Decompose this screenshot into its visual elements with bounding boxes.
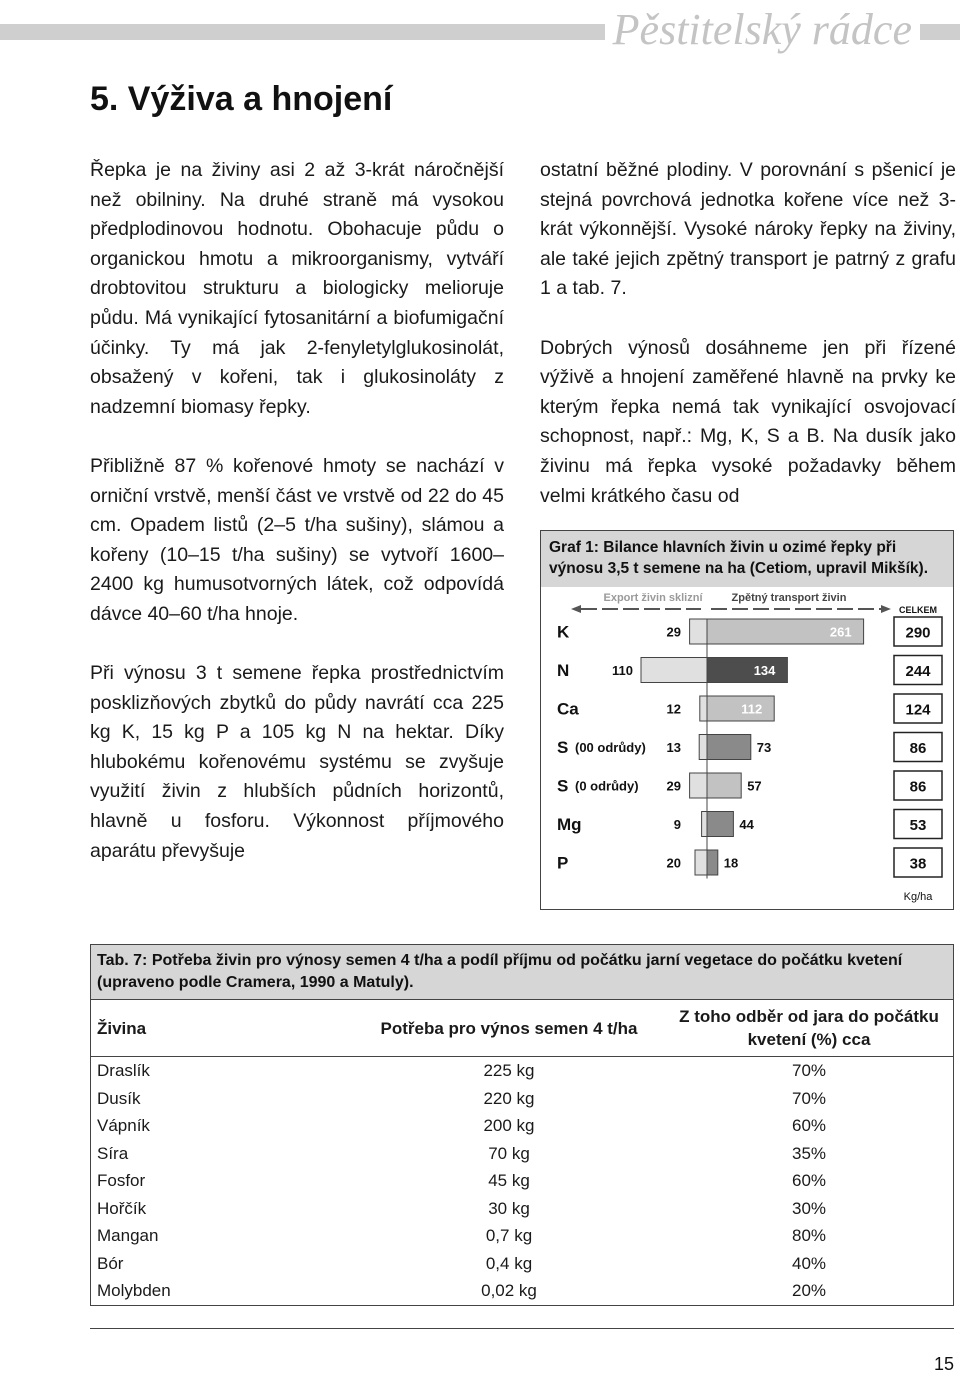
footer-rule bbox=[90, 1328, 954, 1329]
table-cell: 30% bbox=[791, 1198, 827, 1218]
paragraph: Při výnosu 3 t semene řepka prostřednictvím posklizňových zbytků do půdy navrátí cca 225 kg K, 15 kg P a 105 kg N na hektar. Díky hlubokému kořenovému systému se zvyšuje využití živin z hlubších půdních horizontů, hlavně u fosforu. Výkonnost příjmového aparátu převyšuje bbox=[90, 662, 504, 862]
export-bar bbox=[699, 735, 707, 760]
return-value-label: 18 bbox=[723, 855, 739, 871]
table-cell: Hořčík bbox=[97, 1198, 147, 1218]
export-value-label: 12 bbox=[666, 701, 681, 717]
table-cell: Molybden bbox=[97, 1281, 171, 1300]
export-value-label: 29 bbox=[666, 778, 681, 794]
total-value-label: 86 bbox=[909, 778, 927, 796]
legend-export-label: Export živin sklizní bbox=[603, 592, 703, 604]
table-header-cell: Z toho odběr od jara do počátku kvetení (%) cca bbox=[665, 1000, 953, 1057]
table-cell: 0,02 kg bbox=[481, 1281, 537, 1300]
export-bar bbox=[702, 812, 707, 837]
table-cell: 0,4 kg bbox=[485, 1253, 533, 1273]
row-label: P bbox=[557, 853, 569, 873]
row-label: K bbox=[557, 622, 570, 642]
legend-export-arrowhead bbox=[571, 605, 581, 613]
row-label: S bbox=[557, 738, 569, 757]
table-cell: 0,7 kg bbox=[485, 1226, 533, 1245]
total-value-label: 244 bbox=[905, 663, 931, 680]
return-bar bbox=[707, 773, 741, 798]
total-value-label: 86 bbox=[909, 740, 927, 757]
return-value-label: 57 bbox=[747, 778, 762, 794]
table-row bbox=[91, 1057, 953, 1085]
export-value-label: 29 bbox=[666, 624, 681, 640]
return-bar bbox=[707, 812, 733, 837]
export-bar bbox=[695, 850, 707, 875]
table-cell: Fosfor bbox=[97, 1171, 146, 1190]
paragraph: Přibližně 87 % kořenové hmoty se nachází v orniční vrstvě, menší část ve vrstvě od 22 do 45 cm. Opadem listů (2–5 t/ha sušiny), slámou a kořeny (10–15 t/ha sušiny) se vytvoří 1600–2400 kg humusotvorných látek, což odpovídá dávce 40–60 t/ha hnoje. bbox=[90, 454, 504, 625]
export-bar bbox=[690, 773, 707, 798]
table-cell: 220 kg bbox=[483, 1088, 535, 1108]
table-row bbox=[91, 1222, 953, 1250]
return-bar bbox=[707, 735, 751, 760]
table-row bbox=[91, 1250, 953, 1278]
return-value-label: 134 bbox=[753, 663, 776, 678]
row-label: Ca bbox=[557, 699, 579, 719]
total-header: CELKEM bbox=[899, 605, 937, 615]
row-sublabel: (0 odrůdy) bbox=[575, 778, 639, 794]
table-cell: 35% bbox=[791, 1143, 827, 1163]
table-row bbox=[91, 1195, 953, 1223]
return-value-label: 44 bbox=[739, 817, 754, 832]
total-value-label: 290 bbox=[905, 624, 931, 642]
export-value-label: 9 bbox=[673, 817, 681, 832]
table-cell: 200 kg bbox=[483, 1116, 535, 1135]
export-value-label: 20 bbox=[666, 855, 681, 871]
table-row bbox=[91, 1277, 953, 1305]
paragraph: ostatní běžné plodiny. V porovnání s pšenicí je stejná povrchová jednotka kořene více než 3-krát výkonnější. Vysoké nároky řepky na živiny, ale také jejich zpětný transport je patrný z grafu 1 a tab. 7. bbox=[540, 159, 956, 300]
table-header-row bbox=[91, 1000, 953, 1057]
return-value-label: 112 bbox=[741, 701, 763, 717]
table-cell: 70 kg bbox=[488, 1143, 530, 1163]
row-label: S bbox=[557, 776, 569, 796]
table-header-cell: Živina bbox=[91, 1000, 353, 1057]
return-value-label: 73 bbox=[756, 740, 772, 755]
running-title: Pěstitelský rádce bbox=[605, 4, 920, 56]
table-row bbox=[91, 1112, 953, 1140]
table-cell: Dusík bbox=[97, 1088, 141, 1108]
total-value-label: 124 bbox=[905, 701, 931, 719]
table-caption: Tab. 7: Potřeba živin pro výnosy semen 4 t/ha a podíl příjmu od počátku jarní vegetace do počátku kvetení (upraveno podle Cramera, 1990 a Matuly). bbox=[91, 945, 953, 1000]
row-label: Mg bbox=[557, 815, 582, 834]
graph-box bbox=[540, 530, 954, 910]
table-cell: 80% bbox=[791, 1226, 827, 1245]
table-cell: Vápník bbox=[97, 1116, 150, 1135]
legend-return-label: Zpětný transport živin bbox=[731, 592, 847, 604]
table-cell: 20% bbox=[791, 1281, 827, 1300]
table-cell: Síra bbox=[97, 1143, 129, 1163]
table-row bbox=[91, 1140, 953, 1168]
table-cell: 40% bbox=[791, 1253, 827, 1273]
export-bar bbox=[700, 696, 707, 721]
table-cell: 70% bbox=[791, 1088, 827, 1108]
table-cell: Draslík bbox=[97, 1061, 150, 1080]
paragraph: Dobrých výnosů dosáhneme jen při řízené výživě a hnojení zaměřené hlavně na prvky ke kterým řepka nemá tak vynikající osvojovací schopnost, např.: Mg, K, S a B. Na dusík jako živinu má řepka vysoké požadavky během velmi krátkého času od bbox=[540, 336, 956, 507]
right-column bbox=[540, 156, 956, 541]
nutrient-table bbox=[91, 1000, 953, 1305]
row-sublabel: (00 odrůdy) bbox=[575, 740, 646, 755]
table-cell: 60% bbox=[791, 1116, 827, 1135]
table-cell: 70% bbox=[791, 1061, 827, 1080]
table-row bbox=[91, 1167, 953, 1195]
export-value-label: 13 bbox=[666, 740, 681, 755]
total-value-label: 38 bbox=[909, 855, 927, 873]
export-bar bbox=[690, 619, 707, 644]
left-column bbox=[90, 156, 504, 896]
page-number: 15 bbox=[933, 1354, 954, 1374]
chapter-title: 5. Výživa a hnojení bbox=[90, 80, 393, 118]
nutrient-balance-chart bbox=[541, 587, 952, 908]
table-cell: Bór bbox=[97, 1253, 124, 1273]
graph-caption: Graf 1: Bilance hlavních živin u ozimé řepky při výnosu 3,5 t semene na ha (Cetiom, upravil Mikšík). bbox=[541, 531, 953, 587]
table-cell: Mangan bbox=[97, 1226, 159, 1245]
table-cell: 225 kg bbox=[483, 1061, 535, 1080]
row-label: N bbox=[557, 661, 570, 680]
unit-label: Kg/ha bbox=[903, 891, 933, 903]
return-bar bbox=[707, 850, 718, 875]
export-value-label: 110 bbox=[612, 663, 633, 678]
table-cell: 45 kg bbox=[488, 1171, 530, 1190]
nutrient-table-box bbox=[90, 944, 954, 1306]
table-row bbox=[91, 1085, 953, 1113]
export-bar bbox=[641, 658, 707, 683]
legend-return-arrowhead bbox=[881, 605, 891, 613]
table-header-cell: Potřeba pro výnos semen 4 t/ha bbox=[353, 1000, 665, 1057]
return-value-label: 261 bbox=[829, 624, 852, 640]
table-cell: 60% bbox=[791, 1171, 827, 1190]
total-value-label: 53 bbox=[909, 817, 927, 834]
paragraph: Řepka je na živiny asi 2 až 3-krát náročnější než obilniny. Na druhé straně má vysokou předplodinovou hodnotu. Obohacuje půdu o organickou hmotu a mikroorganismy, vytváří drobtovitou strukturu a biologicky melioruje půdu. Má vynikající fytosanitární a biofumigační účinky. Ty má jak 2-fenyletylglukosinolát, obsažený v kořeni, tak i glukosinoláty z nadzemní biomasy řepky. bbox=[90, 159, 504, 418]
table-cell: 30 kg bbox=[488, 1198, 530, 1218]
